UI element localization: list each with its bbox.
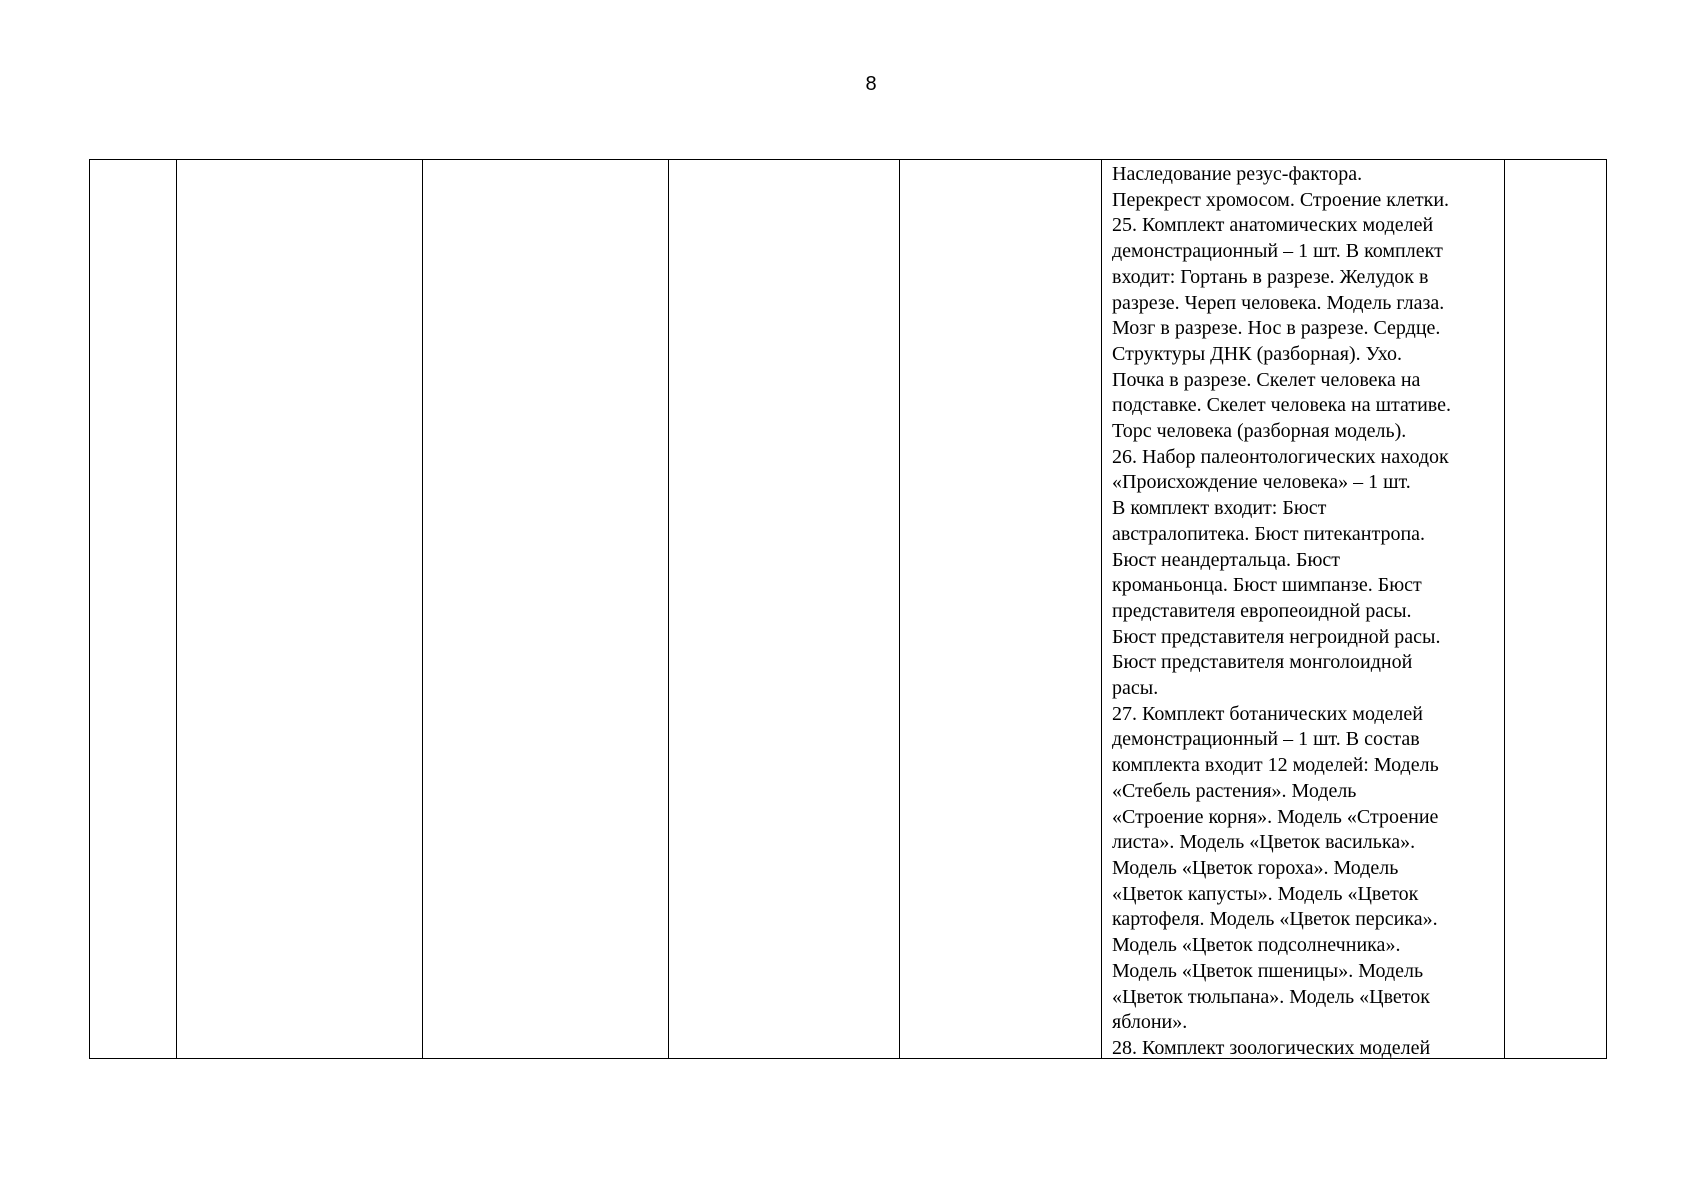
description-line: кроманьонца. Бюст шимпанзе. Бюст [1112,574,1422,597]
description-line: «Стебель растения». Модель [1112,779,1357,802]
table-cell-7 [1505,160,1607,1059]
description-line: демонстрационный – 1 шт. В комплект [1112,240,1443,263]
description-line: представителя европеоидной расы. [1112,599,1412,622]
description-line: 26. Набор палеонтологических находок [1112,445,1449,468]
description-line: Мозг в разрезе. Нос в разрезе. Сердце. [1112,317,1441,340]
table-cell-1 [90,160,177,1059]
description-line: Почка в разрезе. Скелет человека на [1112,368,1421,391]
description-line: разрезе. Череп человека. Модель глаза. [1112,291,1445,314]
description-text [1102,160,1504,1058]
page-number: 8 [865,73,877,95]
table-cell-3 [423,160,669,1059]
description-line: 25. Комплект анатомических моделей [1112,214,1434,237]
description-line: Модель «Цветок подсолнечника». [1112,934,1401,957]
description-line: демонстрационный – 1 шт. В состав [1112,728,1420,751]
table-cell-4 [669,160,900,1059]
table-cell-5 [900,160,1102,1059]
description-line: «Строение корня». Модель «Строение [1112,805,1439,828]
description-line: картофеля. Модель «Цветок персика». [1112,908,1438,931]
table-row [90,160,1607,1059]
description-line: яблони». [1112,1011,1188,1034]
description-line: комплекта входит 12 моделей: Модель [1112,754,1439,777]
description-line: расы. [1112,677,1159,700]
description-line: входит: Гортань в разрезе. Желудок в [1112,265,1429,288]
description-line: В комплект входит: Бюст [1112,497,1327,520]
description-line: 27. Комплект ботанических моделей [1112,702,1423,725]
description-line: Бюст представителя негроидной расы. [1112,625,1441,648]
table-cell-description [1102,160,1505,1059]
description-line: «Цветок капусты». Модель «Цветок [1112,882,1419,905]
description-line: 28. Комплект зоологических моделей [1112,1036,1431,1058]
description-line: австралопитека. Бюст питекантропа. [1112,522,1426,545]
description-line: Бюст представителя монголоидной [1112,651,1413,674]
description-line: Наследование резус-фактора. [1112,163,1363,185]
description-line: листа». Модель «Цветок василька». [1112,831,1416,854]
equipment-table [89,159,1607,1059]
description-line: Бюст неандертальца. Бюст [1112,548,1340,571]
description-line: «Цветок тюльпана». Модель «Цветок [1112,985,1430,1008]
description-line: Перекрест хромосом. Строение клетки. [1112,188,1450,211]
description-line: Структуры ДНК (разборная). Ухо. [1112,342,1403,365]
description-line: Модель «Цветок гороха». Модель [1112,856,1399,879]
description-line: Модель «Цветок пшеницы». Модель [1112,959,1424,982]
description-line: «Происхождение человека» – 1 шт. [1112,471,1411,494]
description-line: Торс человека (разборная модель). [1112,420,1407,443]
table-cell-2 [177,160,423,1059]
description-line: подставке. Скелет человека на штативе. [1112,394,1451,417]
